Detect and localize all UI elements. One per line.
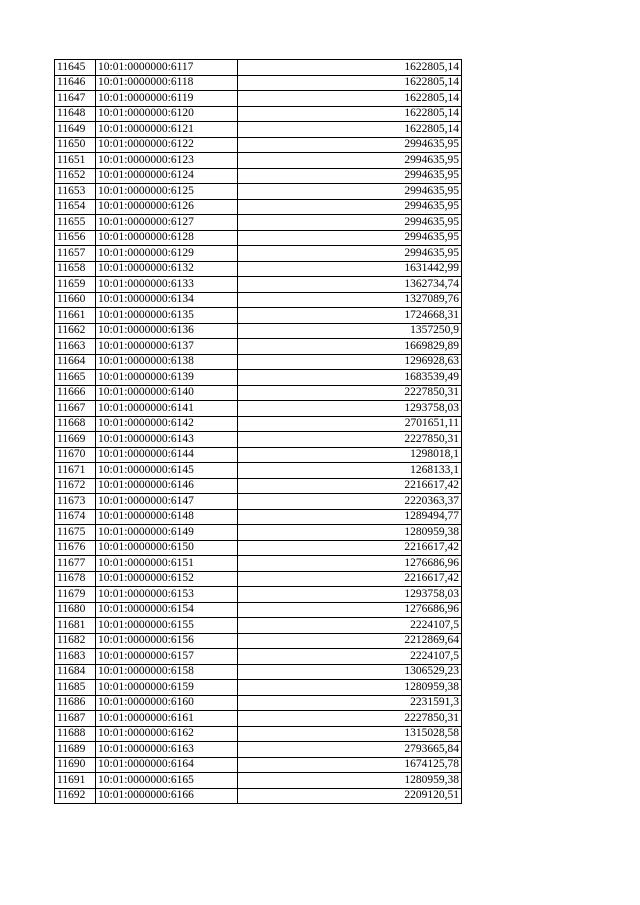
table-row: [55, 447, 462, 463]
cadastral-value-cell: 2994635,95: [238, 199, 462, 215]
table-row: [55, 230, 462, 246]
cadastral-value-cell: 1683539,49: [238, 370, 462, 386]
cadastral-value-cell: 2216617,42: [238, 540, 462, 556]
cadastral-number-cell: 10:01:0000000:6147: [96, 494, 238, 510]
cadastral-value-cell: 1622805,14: [238, 75, 462, 91]
row-number-cell: 11679: [55, 587, 96, 603]
row-number-cell: 11645: [55, 60, 96, 76]
cadastral-number-cell: 10:01:0000000:6136: [96, 323, 238, 339]
table-row: [55, 571, 462, 587]
cadastral-value-cell: 1276686,96: [238, 556, 462, 572]
cadastral-value-cell: 2227850,31: [238, 385, 462, 401]
row-number-cell: 11658: [55, 261, 96, 277]
table-row: [55, 432, 462, 448]
table-row: [55, 680, 462, 696]
row-number-cell: 11659: [55, 277, 96, 293]
row-number-cell: 11668: [55, 416, 96, 432]
cadastral-number-cell: 10:01:0000000:6166: [96, 788, 238, 804]
cadastral-value-cell: 2994635,95: [238, 168, 462, 184]
row-number-cell: 11686: [55, 695, 96, 711]
cadastral-number-cell: 10:01:0000000:6143: [96, 432, 238, 448]
table-row: [55, 323, 462, 339]
row-number-cell: 11650: [55, 137, 96, 153]
cadastral-value-cell: 1296928,63: [238, 354, 462, 370]
cadastral-number-cell: 10:01:0000000:6117: [96, 60, 238, 76]
table-row: [55, 261, 462, 277]
cadastral-value-cell: 2994635,95: [238, 215, 462, 231]
table-row: [55, 587, 462, 603]
cadastral-number-cell: 10:01:0000000:6162: [96, 726, 238, 742]
table-row: [55, 137, 462, 153]
table-row: [55, 556, 462, 572]
cadastral-number-cell: 10:01:0000000:6132: [96, 261, 238, 277]
cadastral-number-cell: 10:01:0000000:6126: [96, 199, 238, 215]
row-number-cell: 11648: [55, 106, 96, 122]
cadastral-value-cell: 1327089,76: [238, 292, 462, 308]
row-number-cell: 11683: [55, 649, 96, 665]
cadastral-number-cell: 10:01:0000000:6123: [96, 153, 238, 169]
cadastral-number-cell: 10:01:0000000:6125: [96, 184, 238, 200]
row-number-cell: 11664: [55, 354, 96, 370]
cadastral-value-cell: 1298018,1: [238, 447, 462, 463]
cadastral-value-cell: 2220363,37: [238, 494, 462, 510]
row-number-cell: 11652: [55, 168, 96, 184]
row-number-cell: 11687: [55, 711, 96, 727]
cadastral-value-cell: 1280959,38: [238, 773, 462, 789]
cadastral-value-cell: 2216617,42: [238, 571, 462, 587]
cadastral-number-cell: 10:01:0000000:6163: [96, 742, 238, 758]
table-row: [55, 463, 462, 479]
cadastral-number-cell: 10:01:0000000:6119: [96, 91, 238, 107]
cadastral-value-cell: 2224107,5: [238, 618, 462, 634]
row-number-cell: 11656: [55, 230, 96, 246]
row-number-cell: 11667: [55, 401, 96, 417]
row-number-cell: 11685: [55, 680, 96, 696]
cadastral-value-cell: 2212869,64: [238, 633, 462, 649]
cadastral-value-cell: 2994635,95: [238, 230, 462, 246]
row-number-cell: 11677: [55, 556, 96, 572]
cadastral-number-cell: 10:01:0000000:6152: [96, 571, 238, 587]
table-body: [55, 60, 462, 804]
table-row: [55, 695, 462, 711]
row-number-cell: 11653: [55, 184, 96, 200]
row-number-cell: 11649: [55, 122, 96, 138]
cadastral-value-cell: 1268133,1: [238, 463, 462, 479]
cadastral-value-cell: 1306529,23: [238, 664, 462, 680]
cadastral-number-cell: 10:01:0000000:6153: [96, 587, 238, 603]
cadastral-value-cell: 1357250,9: [238, 323, 462, 339]
cadastral-number-cell: 10:01:0000000:6124: [96, 168, 238, 184]
table-row: [55, 788, 462, 804]
table-row: [55, 649, 462, 665]
cadastral-value-cell: 2994635,95: [238, 184, 462, 200]
cadastral-number-cell: 10:01:0000000:6134: [96, 292, 238, 308]
cadastral-number-cell: 10:01:0000000:6138: [96, 354, 238, 370]
cadastral-number-cell: 10:01:0000000:6121: [96, 122, 238, 138]
cadastral-number-cell: 10:01:0000000:6144: [96, 447, 238, 463]
cadastral-number-cell: 10:01:0000000:6150: [96, 540, 238, 556]
row-number-cell: 11665: [55, 370, 96, 386]
cadastral-number-cell: 10:01:0000000:6140: [96, 385, 238, 401]
row-number-cell: 11678: [55, 571, 96, 587]
cadastral-value-cell: 2227850,31: [238, 432, 462, 448]
row-number-cell: 11691: [55, 773, 96, 789]
table-row: [55, 215, 462, 231]
row-number-cell: 11661: [55, 308, 96, 324]
cadastral-number-cell: 10:01:0000000:6159: [96, 680, 238, 696]
cadastral-value-cell: 1674125,78: [238, 757, 462, 773]
table-row: [55, 292, 462, 308]
cadastral-value-cell: 2994635,95: [238, 137, 462, 153]
table-row: [55, 184, 462, 200]
cadastral-number-cell: 10:01:0000000:6135: [96, 308, 238, 324]
row-number-cell: 11662: [55, 323, 96, 339]
table-row: [55, 168, 462, 184]
table-row: [55, 618, 462, 634]
cadastral-number-cell: 10:01:0000000:6129: [96, 246, 238, 262]
cadastral-value-cell: 2793665,84: [238, 742, 462, 758]
table-row: [55, 633, 462, 649]
table-row: [55, 401, 462, 417]
table-row: [55, 540, 462, 556]
cadastral-number-cell: 10:01:0000000:6164: [96, 757, 238, 773]
table-row: [55, 60, 462, 76]
cadastral-value-cell: 2224107,5: [238, 649, 462, 665]
cadastral-number-cell: 10:01:0000000:6137: [96, 339, 238, 355]
cadastral-number-cell: 10:01:0000000:6154: [96, 602, 238, 618]
cadastral-number-cell: 10:01:0000000:6133: [96, 277, 238, 293]
cadastral-value-cell: 1280959,38: [238, 525, 462, 541]
cadastral-number-cell: 10:01:0000000:6155: [96, 618, 238, 634]
row-number-cell: 11676: [55, 540, 96, 556]
cadastral-number-cell: 10:01:0000000:6139: [96, 370, 238, 386]
table-row: [55, 385, 462, 401]
cadastral-number-cell: 10:01:0000000:6165: [96, 773, 238, 789]
row-number-cell: 11655: [55, 215, 96, 231]
cadastral-number-cell: 10:01:0000000:6158: [96, 664, 238, 680]
cadastral-value-cell: 1293758,03: [238, 401, 462, 417]
cadastral-value-cell: 2994635,95: [238, 246, 462, 262]
table-row: [55, 308, 462, 324]
cadastral-value-cell: 2216617,42: [238, 478, 462, 494]
cadastral-value-cell: 1669829,89: [238, 339, 462, 355]
cadastral-number-cell: 10:01:0000000:6160: [96, 695, 238, 711]
row-number-cell: 11680: [55, 602, 96, 618]
row-number-cell: 11690: [55, 757, 96, 773]
cadastral-value-cell: 1724668,31: [238, 308, 462, 324]
table-row: [55, 199, 462, 215]
cadastral-number-cell: 10:01:0000000:6141: [96, 401, 238, 417]
cadastral-number-cell: 10:01:0000000:6142: [96, 416, 238, 432]
row-number-cell: 11651: [55, 153, 96, 169]
row-number-cell: 11646: [55, 75, 96, 91]
row-number-cell: 11689: [55, 742, 96, 758]
table-row: [55, 339, 462, 355]
table-row: [55, 246, 462, 262]
row-number-cell: 11672: [55, 478, 96, 494]
cadastral-number-cell: 10:01:0000000:6148: [96, 509, 238, 525]
row-number-cell: 11671: [55, 463, 96, 479]
row-number-cell: 11663: [55, 339, 96, 355]
cadastral-value-cell: 1315028,58: [238, 726, 462, 742]
row-number-cell: 11654: [55, 199, 96, 215]
cadastral-value-cell: 2227850,31: [238, 711, 462, 727]
table-row: [55, 726, 462, 742]
table-row: [55, 509, 462, 525]
table-row: [55, 602, 462, 618]
cadastral-number-cell: 10:01:0000000:6145: [96, 463, 238, 479]
cadastral-value-cell: 1622805,14: [238, 91, 462, 107]
cadastral-number-cell: 10:01:0000000:6118: [96, 75, 238, 91]
cadastral-value-cell: 1622805,14: [238, 106, 462, 122]
cadastral-number-cell: 10:01:0000000:6128: [96, 230, 238, 246]
row-number-cell: 11688: [55, 726, 96, 742]
cadastral-value-cell: 2701651,11: [238, 416, 462, 432]
table-row: [55, 711, 462, 727]
table-row: [55, 416, 462, 432]
table-row: [55, 525, 462, 541]
cadastral-value-cell: 1622805,14: [238, 60, 462, 76]
row-number-cell: 11684: [55, 664, 96, 680]
cadastral-number-cell: 10:01:0000000:6156: [96, 633, 238, 649]
cadastral-value-cell: 2231591,3: [238, 695, 462, 711]
table-row: [55, 153, 462, 169]
table-row: [55, 742, 462, 758]
table-row: [55, 277, 462, 293]
cadastral-value-cell: 1622805,14: [238, 122, 462, 138]
cadastral-value-cell: 1289494,77: [238, 509, 462, 525]
row-number-cell: 11673: [55, 494, 96, 510]
row-number-cell: 11675: [55, 525, 96, 541]
table-row: [55, 75, 462, 91]
cadastral-number-cell: 10:01:0000000:6161: [96, 711, 238, 727]
cadastral-number-cell: 10:01:0000000:6157: [96, 649, 238, 665]
cadastral-value-cell: 2994635,95: [238, 153, 462, 169]
row-number-cell: 11670: [55, 447, 96, 463]
row-number-cell: 11682: [55, 633, 96, 649]
cadastral-number-cell: 10:01:0000000:6149: [96, 525, 238, 541]
row-number-cell: 11681: [55, 618, 96, 634]
cadastral-number-cell: 10:01:0000000:6146: [96, 478, 238, 494]
table-row: [55, 478, 462, 494]
cadastral-value-table: [54, 59, 462, 804]
table-row: [55, 664, 462, 680]
table-row: [55, 757, 462, 773]
cadastral-value-cell: 2209120,51: [238, 788, 462, 804]
cadastral-value-cell: 1631442,99: [238, 261, 462, 277]
row-number-cell: 11692: [55, 788, 96, 804]
table-row: [55, 773, 462, 789]
row-number-cell: 11657: [55, 246, 96, 262]
table-row: [55, 494, 462, 510]
cadastral-value-cell: 1362734,74: [238, 277, 462, 293]
table-row: [55, 122, 462, 138]
cadastral-value-cell: 1293758,03: [238, 587, 462, 603]
row-number-cell: 11647: [55, 91, 96, 107]
row-number-cell: 11666: [55, 385, 96, 401]
table-row: [55, 106, 462, 122]
table-row: [55, 91, 462, 107]
cadastral-value-cell: 1280959,38: [238, 680, 462, 696]
row-number-cell: 11674: [55, 509, 96, 525]
table-row: [55, 370, 462, 386]
row-number-cell: 11660: [55, 292, 96, 308]
cadastral-number-cell: 10:01:0000000:6122: [96, 137, 238, 153]
cadastral-number-cell: 10:01:0000000:6120: [96, 106, 238, 122]
row-number-cell: 11669: [55, 432, 96, 448]
cadastral-value-cell: 1276686,96: [238, 602, 462, 618]
table-row: [55, 354, 462, 370]
cadastral-number-cell: 10:01:0000000:6151: [96, 556, 238, 572]
cadastral-number-cell: 10:01:0000000:6127: [96, 215, 238, 231]
